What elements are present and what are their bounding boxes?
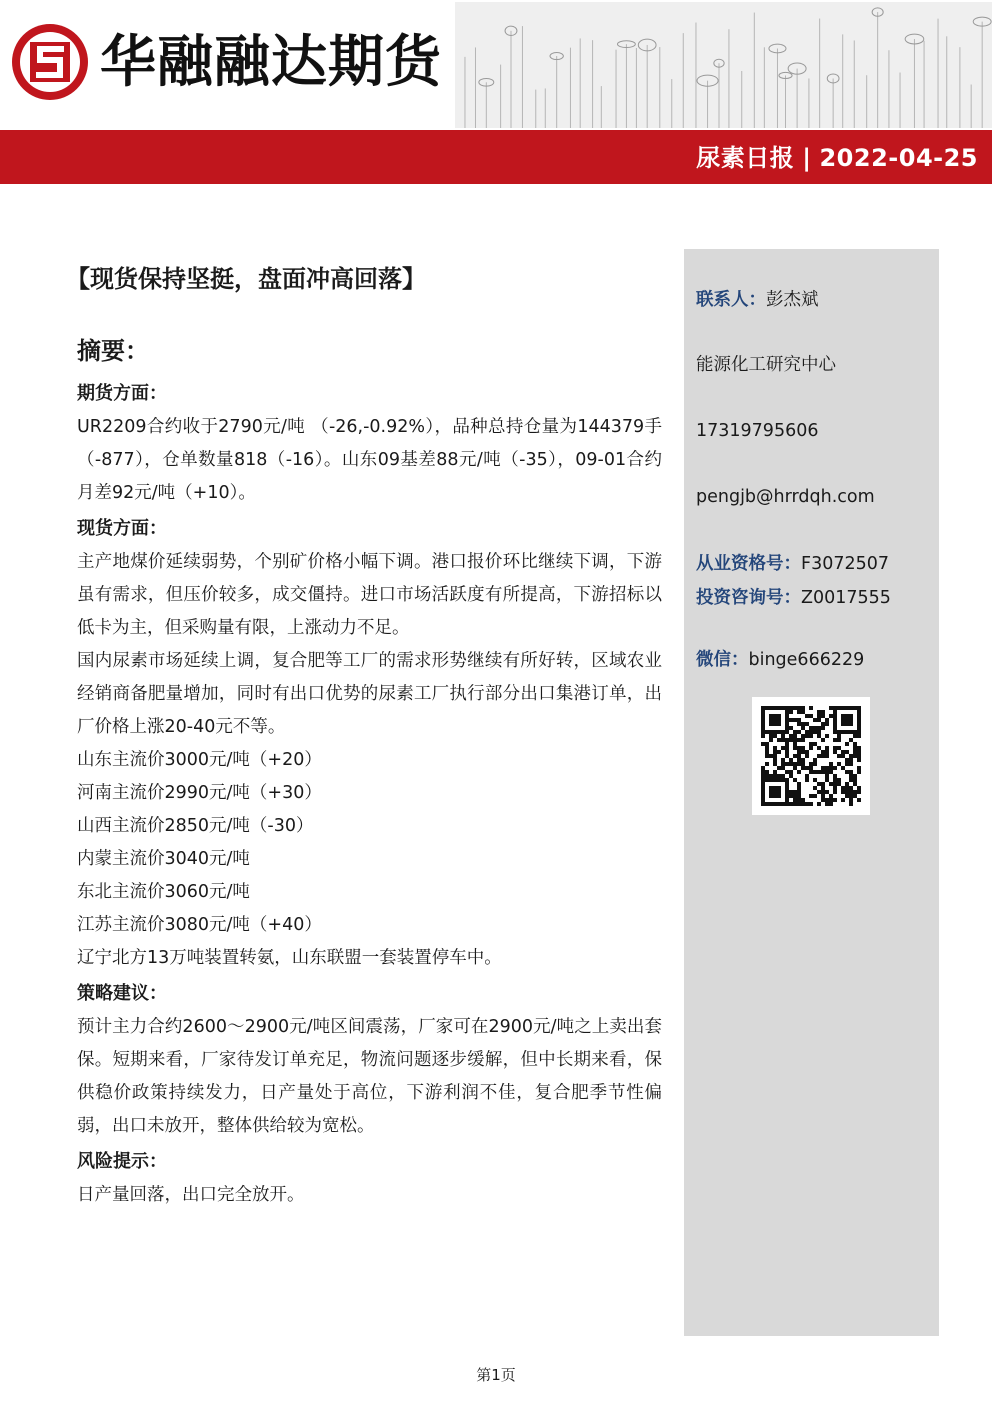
spot-price-line: 江苏主流价3080元/吨（+40）	[77, 915, 322, 935]
risk-section-title: 风险提示：	[77, 1151, 167, 1172]
wechat-id: binge666229	[748, 650, 865, 670]
header-decoration	[455, 2, 992, 128]
risk-text: 日产量回落，出口完全放开。	[77, 1185, 305, 1205]
department: 能源化工研究中心	[696, 355, 836, 375]
strategy-text: 预计主力合约2600～2900元/吨区间震荡，厂家可在2900元/吨之上卖出套保。短期来看，厂家待发订单充足，物流问题逐步缓解，但中长期来看，保供稳价政策持续发力，日产量处于高位，下游利润不佳，复合肥季节性偏弱，出口未放开，整体供给较为宽松。	[77, 1017, 662, 1136]
brand-name: 华融融达期货	[100, 30, 442, 95]
title-separator: |	[802, 144, 812, 172]
spot-price-line: 内蒙主流价3040元/吨	[77, 849, 250, 869]
advisory-label: 投资咨询号：	[696, 588, 801, 608]
report-type: 尿素日报	[696, 144, 795, 172]
contact-sidebar	[684, 249, 939, 1336]
spot-price-line: 河南主流价2990元/吨（+30）	[77, 783, 322, 803]
license-number: F3072507	[801, 554, 890, 574]
wechat-row	[696, 647, 864, 673]
phone-number: 17319795606	[696, 421, 819, 441]
contact-label: 联系人：	[696, 290, 766, 310]
report-date: 2022-04-25	[819, 144, 978, 172]
page-number: 第1页	[476, 1366, 516, 1384]
report-title	[696, 138, 978, 173]
advisory-number: Z0017555	[801, 588, 891, 608]
contact-name: 彭杰斌	[766, 290, 819, 310]
license-row	[696, 551, 889, 577]
wechat-label: 微信：	[696, 650, 749, 670]
spot-plant-note: 辽宁北方13万吨装置转氨，山东联盟一套装置停车中。	[77, 948, 502, 968]
futures-text: UR2209合约收于2790元/吨 （-26,-0.92%），品种总持仓量为144379手（-877），仓单数量818（-16）。山东09基差88元/吨（-35），09-01合约月差92元/吨（+10）。	[77, 417, 662, 503]
headline: 【现货保持坚挺，盘面冲高回落】	[66, 265, 426, 293]
spot-paragraph-1: 主产地煤价延续弱势，个别矿价格小幅下调。港口报价环比继续下调，下游虽有需求，但压价较多，成交僵持。进口市场活跃度有所提高，下游招标以低卡为主，但采购量有限，上涨动力不足。	[77, 552, 662, 638]
contact-row	[696, 287, 819, 313]
strategy-section-title: 策略建议：	[77, 983, 167, 1004]
futures-section-title: 期货方面：	[77, 383, 167, 404]
spot-price-line: 山西主流价2850元/吨（-30）	[77, 816, 314, 836]
spot-price-line: 东北主流价3060元/吨	[77, 882, 250, 902]
email-link[interactable]: pengjb@hrrdqh.com	[696, 487, 875, 507]
report-body	[62, 255, 662, 1212]
company-logo-icon	[10, 22, 90, 102]
abstract-title: 摘要：	[77, 337, 149, 365]
advisory-row	[696, 585, 891, 611]
spot-price-line: 山东主流价3000元/吨（+20）	[77, 750, 322, 770]
wechat-qr-code-icon	[752, 697, 870, 815]
spot-section-title: 现货方面：	[77, 518, 167, 539]
spot-paragraph-2: 国内尿素市场延续上调，复合肥等工厂的需求形势继续有所好转，区域农业经销商备肥量增加，同时有出口优势的尿素工厂执行部分出口集港订单，出厂价格上涨20-40元不等。	[77, 651, 662, 737]
license-label: 从业资格号：	[696, 554, 801, 574]
